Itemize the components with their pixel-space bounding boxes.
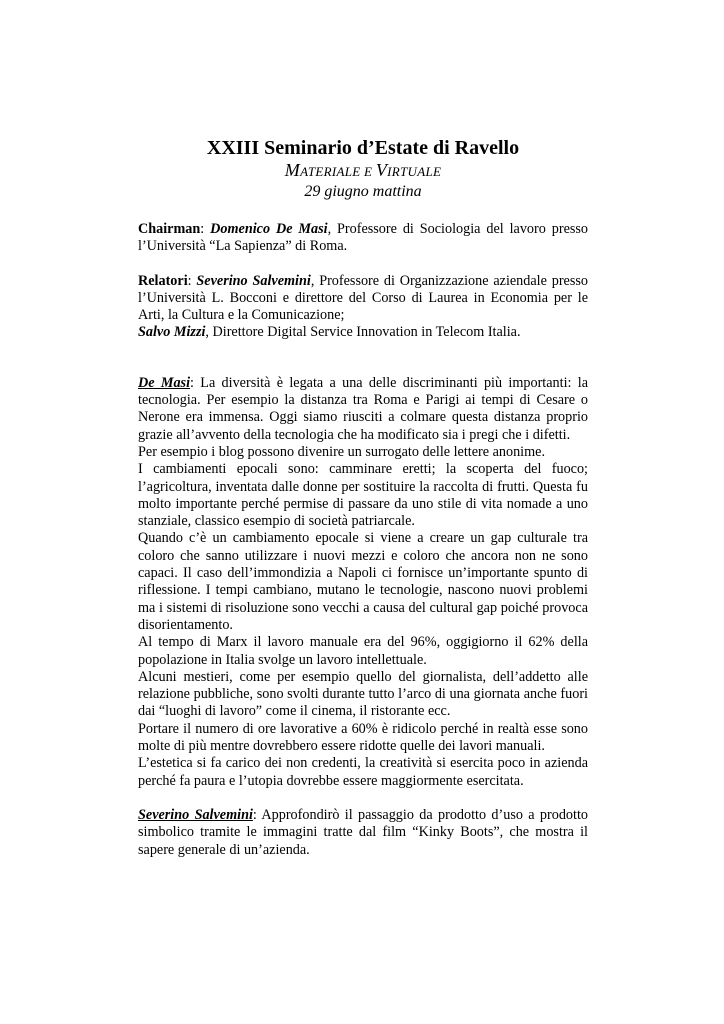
document-page <box>138 136 588 859</box>
de-masi-section <box>138 375 588 790</box>
document-title: XXIII Seminario d’Estate di Ravello <box>206 137 520 159</box>
de-masi-speaker: De Masi <box>138 374 191 391</box>
de-masi-paragraph-1 <box>138 375 588 444</box>
relatore-2-description: , Direttore Digital Service Innovation in Telecom Italia. <box>205 324 521 341</box>
relatori-section <box>138 273 588 342</box>
de-masi-paragraph-8: L’estetica si fa carico dei non credenti, la creatività si esercita poco in azienda perché fa paura e l’utopia dovrebbe essere maggiormente esercitata. <box>138 755 588 789</box>
subtitle-smallcaps-2: IRTUALE <box>387 164 442 179</box>
subtitle-conjunction: E <box>360 164 376 179</box>
subtitle-initial-1: M <box>284 160 301 180</box>
de-masi-paragraph-6: Alcuni mestieri, come per esempio quello del giornalista, dell’addetto alle relazione pubbliche, sono svolti durante tutto l’arco di una giornata anche fuori dai “luoghi di lavoro” come il cinema, il ristorante ecc. <box>138 668 588 720</box>
chairman-description: , Professore di Sociologia del lavoro presso l’Università “La Sapienza” di Roma. <box>138 221 588 255</box>
subtitle-initial-2: V <box>375 160 388 180</box>
de-masi-paragraph-2: Per esempio i blog possono divenire un surrogato delle lettere anonime. <box>138 443 546 460</box>
de-masi-paragraph-5: Al tempo di Marx il lavoro manuale era del 96%, oggigiorno il 62% della popolazione in Italia svolge un lavoro intellettuale. <box>138 634 588 668</box>
session-date: 29 giugno mattina <box>304 183 422 200</box>
relatore-1-description: , Professore di Organizzazione aziendale presso l’Università L. Bocconi e direttore del Corso di Laurea in Economia per le Arti, la Cultura e la Comunicazione; <box>138 272 588 324</box>
chairman-name: Domenico De Masi <box>210 221 328 237</box>
relatore-1-name: Severino Salvemini <box>196 272 311 289</box>
subtitle-smallcaps-1: ATERIALE <box>300 164 361 179</box>
relatori-paragraph: Relatori: Severino Salvemini, Professore di Organizzazione aziendale presso l’Università L. Bocconi e direttore del Corso di Laurea in Economia per le Arti, la Cultura e la Comunicazione; <box>138 272 588 324</box>
relatori-label: Relatori <box>138 272 188 289</box>
chairman-label: Chairman <box>138 221 201 237</box>
de-masi-paragraph-4: Quando c’è un cambiamento epocale si viene a creare un gap culturale tra coloro che sanno utilizzare i nuovi mezzi e coloro che ancora non ne sono capaci. Il caso dell’immondizia a Napoli ci fornisce un’importante spunto di riflessione. I tempi cambiano, mutano le tecnologie, nascono nuovi problemi ma i sistemi di risoluzione sono vecchi a causa del cultural gap poiché provoca disorientamento. <box>138 530 588 633</box>
de-masi-paragraph-3: I cambiamenti epocali sono: camminare eretti; la scoperta del fuoco; l’agricoltura, inventata dalle donne per sostituire la raccolta di frutti. Questa fu molto importante perché permise di passare da uno stile di vita nomade a uno stanziale, classico esempio di società patriarcale. <box>138 461 588 530</box>
relatore-2-paragraph <box>138 324 588 341</box>
document-header <box>138 136 588 201</box>
de-masi-text-1: : La diversità è legata a una delle discriminanti più importanti: la tecnologia. Per esempio la distanza tra Roma e Parigi ai tempi di Cesare o Nerone era immensa. Oggi siamo riusciti a colmare questa distanza proprio grazie all’avvento della tecnologia che ha modificato sia i pregi che i difetti. <box>138 374 588 443</box>
salvemini-text: : Approfondirò il passaggio da prodotto d’uso a prodotto simbolico tramite le immagini tratte dal film “Kinky Boots”, che mostra il sapere generale di un’azienda. <box>138 806 588 858</box>
de-masi-paragraph-7: Portare il numero di ore lavorative a 60% è ridicolo perché in realtà esse sono molte di più mentre dovrebbero essere ridotte quelle dei lavori manuali. <box>138 720 588 755</box>
chairman-paragraph: Chairman: Domenico De Masi, Professore di Sociologia del lavoro presso l’Università “La Sapienza” di Roma. <box>138 221 588 255</box>
document-subtitle <box>138 160 588 182</box>
salvemini-paragraph <box>138 807 588 859</box>
salvemini-speaker: Severino Salvemini <box>138 806 253 823</box>
relatore-2-name: Salvo Mizzi <box>138 324 206 341</box>
